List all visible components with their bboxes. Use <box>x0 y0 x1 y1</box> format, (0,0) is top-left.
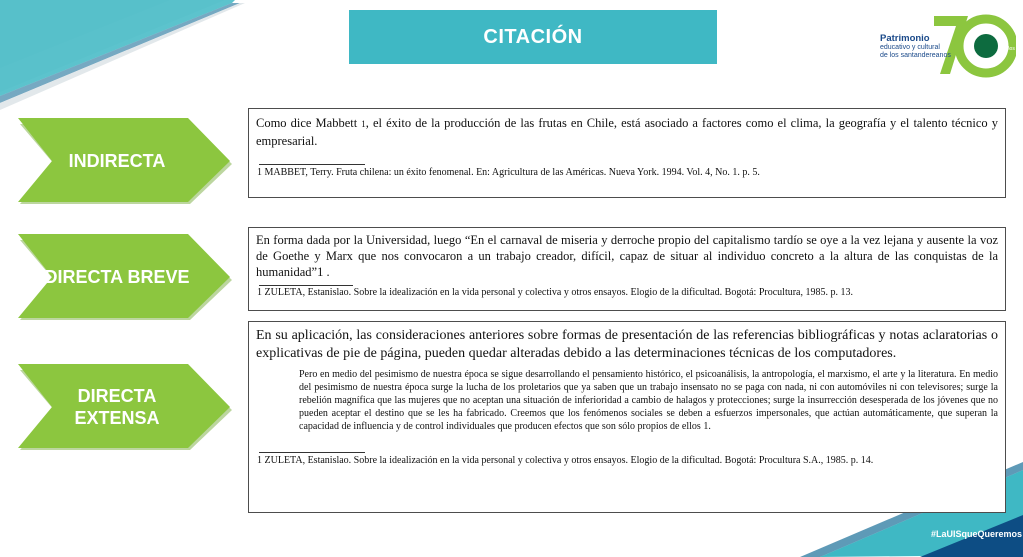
directa-extensa-intro: En su aplicación, las consideraciones anteriores sobre formas de presentación de las referencias bibliográficas y notas aclaratorias o explicativas de pie de página, pueden quedar alteradas debido a las determinaciones técnicas de los computadores. <box>256 328 998 361</box>
chevron-label-line2: EXTENSA <box>74 408 160 428</box>
box-directa-extensa <box>248 321 1006 513</box>
logo-text <box>880 34 951 60</box>
chevron-label-directa-extensa <box>74 385 177 429</box>
slide-title: CITACIÓN <box>349 10 717 64</box>
chevron-label-directa-breve: DIRECTA BREVE <box>44 267 190 287</box>
footnote-separator <box>259 164 365 165</box>
indirecta-footnote: 1 MABBET, Terry. Fruta chilena: un éxito fenomenal. En: Agricultura de las Américas. Nueva York. 1994. Vol. 4, No. 1. p. 5. <box>257 167 760 178</box>
directa-breve-text: En forma dada por la Universidad, luego “En el carnaval de miseria y derroche propio del capitalismo tardío se oye a la vez lejana y ausente la voz de Goethe y Marx que nos convocaron a un trabajo creador, difícil, capaz de situar al individuo concreto a la altura de las conquistas de la humanidad”1 . <box>256 233 998 279</box>
chevron-label-line1: DIRECTA <box>77 386 157 406</box>
directa-extensa-footnote: 1 ZULETA, Estanislao. Sobre la idealización en la vida personal y colectiva y otros ensayos. Elogio de la dificultad. Bogotá: Procultura S.A., 1985. p. 14. <box>257 454 874 466</box>
logo-suffix: años <box>1004 46 1015 52</box>
hashtag-footer: #LaUISqueQueremos <box>931 529 1023 539</box>
directa-extensa-quote: Pero en medio del pesimismo de nuestra época se sigue desarrollando el pensamiento histórico, el psicoanálisis, la antropología, el marxismo, el arte y la literatura. En medio del pesimismo de nuestra época surge la lucha de los proletarios que ya saben que un trabajo insensato no se paga con nada, ni con automóviles ni con televisores; surge la rebelión magnífica que las mujeres que no aceptan una situación de inferioridad a cambio de halagos y protecciones; surge la insurrección desesperada de los jóvenes que no pueden aceptar el destino que se les ha fabricado. Creemos que los fenómenos sociales se deben a esfuerzos impersonales, que actúan automáticamente, que superan la capacidad de influencia y de control individuales que producen efectos que son sólo propios de ellos 1. <box>299 369 998 432</box>
logo-line2: educativo y cultural <box>880 44 940 51</box>
footnote-separator <box>259 452 365 453</box>
indirecta-text <box>256 115 998 150</box>
logo-line3: de los santandereanos <box>880 52 951 59</box>
directa-breve-footnote: 1 ZULETA, Estanislao. Sobre la idealización en la vida personal y colectiva y otros ensayos. Elogio de la dificultad. Bogotá: Procultura, 1985. p. 13. <box>257 287 853 298</box>
box-directa-breve <box>248 227 1006 311</box>
indirecta-text-after: , el éxito de la producción de las frutas en Chile, está asociado a factores como el clima, la geografía y el talento técnico y empresarial. <box>256 116 998 148</box>
indirecta-ref: 1 <box>361 119 366 129</box>
chevron-label-indirecta: INDIRECTA <box>68 151 166 171</box>
footnote-separator <box>259 285 353 286</box>
chevron-directa-extensa <box>18 364 234 450</box>
box-indirecta <box>248 108 1006 198</box>
indirecta-text-before: Como dice Mabbett <box>256 116 362 130</box>
uis-70-logo <box>876 12 1016 80</box>
logo-line1: Patrimonio <box>880 33 930 44</box>
chevron-indirecta <box>18 118 234 204</box>
chevron-directa-breve <box>18 234 234 320</box>
